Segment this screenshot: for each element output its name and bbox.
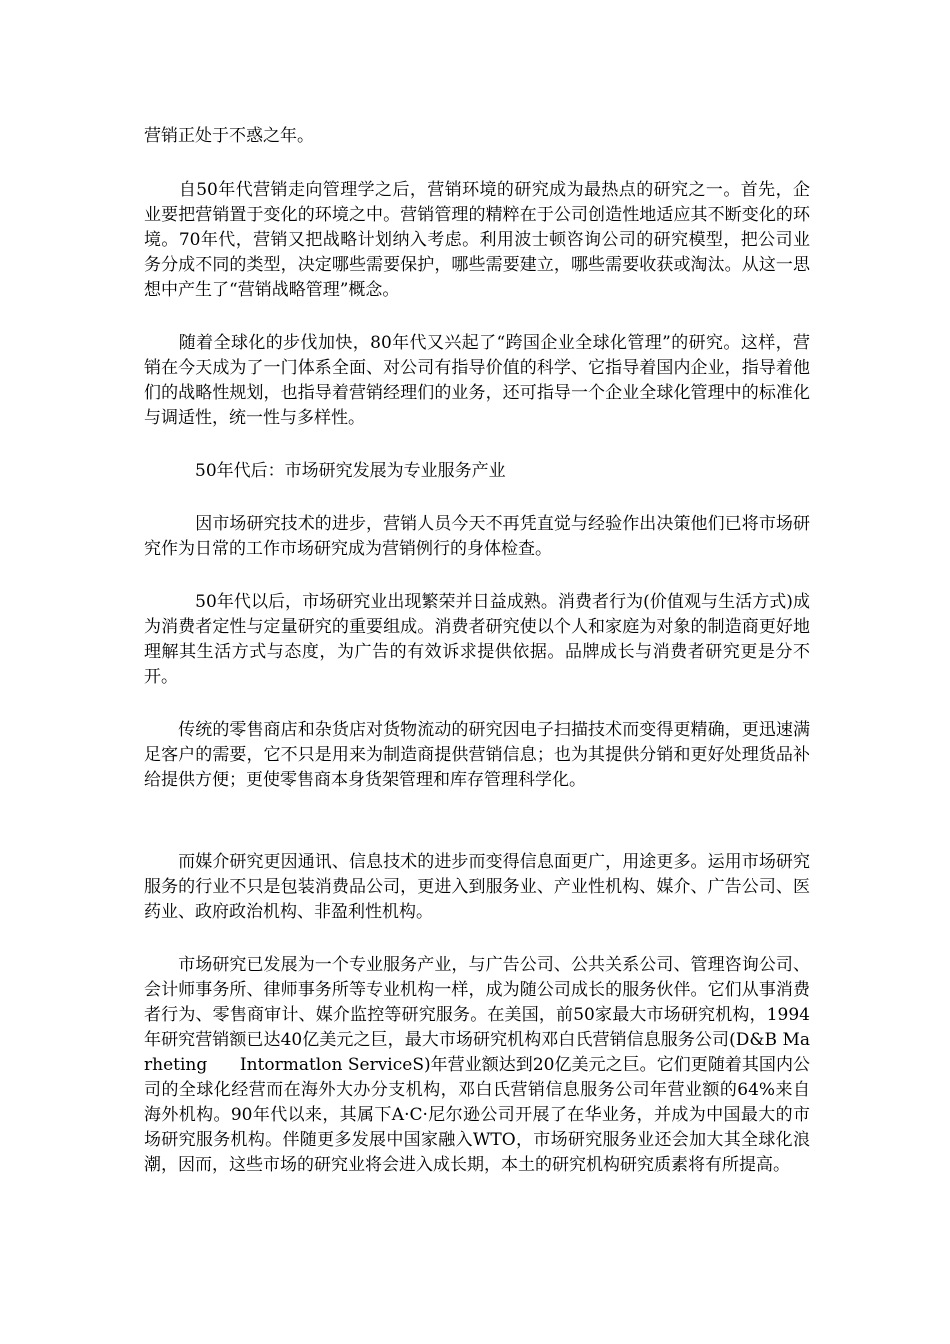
- paragraph-6: 50年代以后，市场研究业出现繁荣并日益成熟。消费者行为(价值观与生活方式)成为消费者定性与定量研究的重要组成。消费者研究使以个人和家庭为对象的制造商更好地理解其生活方式与态度，为广告的有效诉求提供依据。品牌成长与消费者研究更是分不开。: [144, 592, 810, 687]
- paragraph-8: 而媒介研究更因通讯、信息技术的进步而变得信息面更广，用途更多。运用市场研究服务的行业不只是包装消费品公司，更进入到服务业、产业性机构、媒介、广告公司、医药业、政府政治机构、非盈利性机构。: [144, 852, 810, 922]
- paragraph-spacer: [144, 925, 810, 953]
- paragraph-spacer: [144, 149, 810, 178]
- paragraph-5: 因市场研究技术的进步，营销人员今天不再凭直觉与经验作出决策他们已将市场研究作为日常的工作市场研究成为营销例行的身体检查。: [144, 514, 810, 559]
- paragraph-spacer: [144, 562, 810, 590]
- paragraph-spacer: [144, 431, 810, 459]
- paragraph-1: 营销正处于不惑之年。: [144, 126, 314, 146]
- document-page: [144, 124, 810, 1178]
- paragraph-spacer: [144, 793, 810, 850]
- paragraph-spacer: [144, 484, 810, 512]
- paragraph-2: 自50年代营销走向管理学之后，营销环境的研究成为最热点的研究之一。首先，企业要把营销置于变化的环境之中。营销管理的精粹在于公司创造性地适应其不断变化的环境。70年代，营销又把战略计划纳入考虑。利用波士顿咨询公司的研究模型，把公司业务分成不同的类型，决定哪些需要保护，哪些需要建立，哪些需要收获或淘汰。从这一思想中产生了“营销战略管理”概念。: [144, 180, 810, 300]
- paragraph-spacer: [144, 303, 810, 331]
- section-heading: 50年代后：市场研究发展为专业服务产业: [144, 461, 506, 481]
- paragraph-3: 随着全球化的步伐加快，80年代又兴起了“跨国企业全球化管理”的研究。这样，营销在今天成为了一门体系全面、对公司有指导价值的科学、它指导着国内企业，指导着他们的战略性规划，也指导着营销经理们的业务，还可指导一个企业全球化管理中的标准化与调适性，统一性与多样性。: [144, 333, 810, 428]
- paragraph-spacer: [144, 690, 810, 718]
- paragraph-9: 市场研究已发展为一个专业服务产业，与广告公司、公共关系公司、管理咨询公司、会计师事务所、律师事务所等专业机构一样，成为随公司成长的服务伙伴。它们从事消费者行为、零售商审计、媒介监控等研究服务。在美国，前50家最大市场研究机构，1994年研究营销额已达40亿美元之巨，最大市场研究机构邓白氏营销信息服务公司(D&B Marheting Intormatlon ServiceS)年营业额达到20亿美元之巨。它们更随着其国内公司的全球化经营而在海外大办分支机构，邓白氏营销信息服务公司年营业额的64%来自海外机构。90年代以来，其属下A·C·尼尔逊公司开展了在华业务，并成为中国最大的市场研究服务机构。伴随更多发展中国家融入WTO，市场研究服务业还会加大其全球化浪潮，因而，这些市场的研究业将会进入成长期，本土的研究机构研究质素将有所提高。: [144, 955, 810, 1175]
- paragraph-7: 传统的零售商店和杂货店对货物流动的研究因电子扫描技术而变得更精确，更迅速满足客户的需要，它不只是用来为制造商提供营销信息；也为其提供分销和更好处理货品补给提供方便；更使零售商本身货架管理和库存管理科学化。: [144, 720, 810, 790]
